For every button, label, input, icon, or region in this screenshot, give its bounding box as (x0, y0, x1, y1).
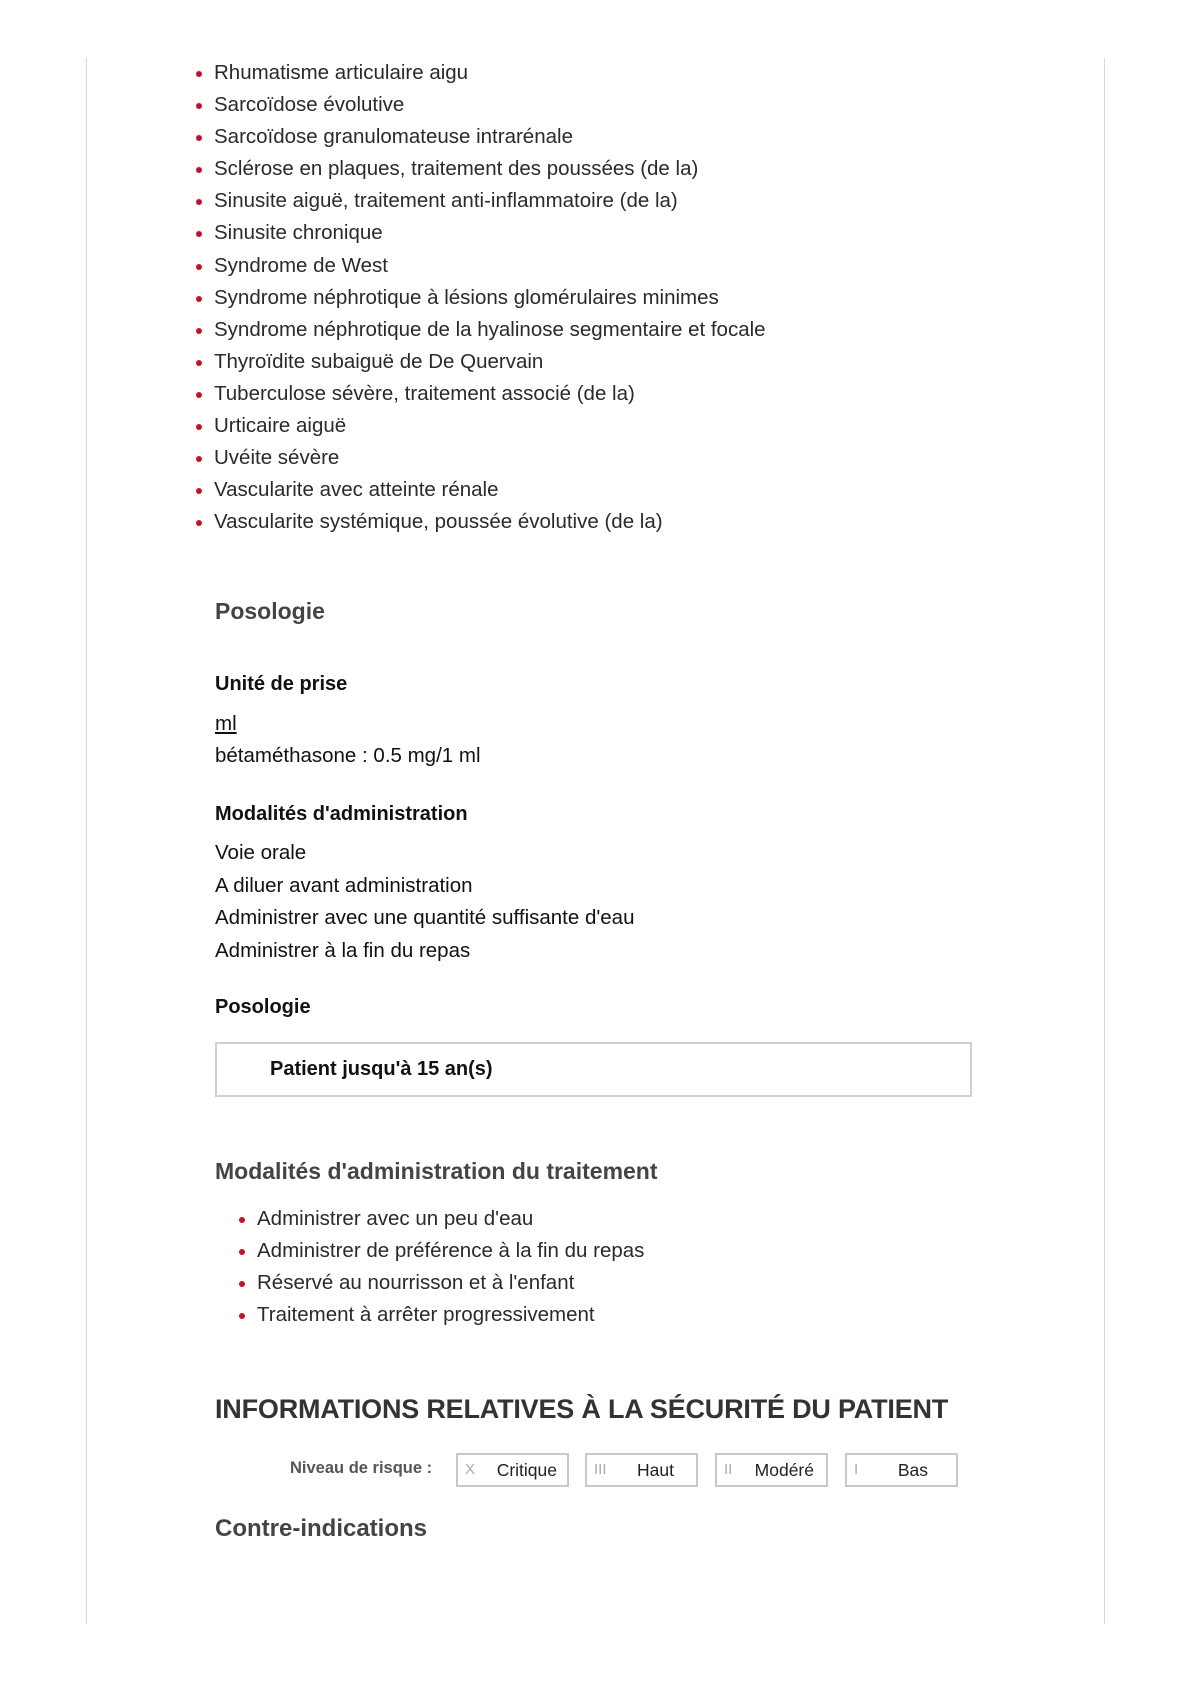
risk-label: Niveau de risque : (290, 1459, 433, 1477)
list-item: Réservé au nourrisson et à l'enfant (257, 1267, 644, 1299)
concentration: bétaméthasone : 0.5 mg/1 ml (215, 744, 481, 767)
risk-symbol: III (594, 1461, 607, 1478)
risk-symbol: X (465, 1461, 476, 1478)
modalites-list (215, 837, 635, 967)
risk-text: Modéré (754, 1460, 814, 1480)
list-item: Thyroïdite subaiguë de De Quervain (214, 346, 766, 378)
list-item: Syndrome néphrotique à lésions glomérulaires minimes (214, 282, 766, 314)
list-item: Sinusite aiguë, traitement anti-inflammatoire (de la) (214, 185, 766, 217)
list-item: Traitement à arrêter progressivement (257, 1299, 644, 1331)
list-item: Rhumatisme articulaire aigu (214, 57, 766, 89)
list-item: Urticaire aiguë (214, 410, 766, 442)
posologie-label: Posologie (215, 996, 311, 1018)
modalite: A diluer avant administration (215, 873, 473, 897)
traitement-list (257, 1203, 644, 1331)
right-border (1104, 58, 1105, 1624)
list-item: Syndrome de West (214, 250, 766, 282)
risk-modere[interactable] (715, 1453, 828, 1487)
unite-value-link[interactable]: ml (215, 712, 237, 735)
list-item: Syndrome néphrotique de la hyalinose segmentaire et focale (214, 314, 766, 346)
patient-box-label: Patient jusqu'à 15 an(s) (270, 1058, 493, 1080)
risk-bas[interactable] (845, 1453, 958, 1487)
contre-indications-heading: Contre-indications (215, 1515, 428, 1542)
list-item: Tuberculose sévère, traitement associé (de la) (214, 378, 766, 410)
risk-haut[interactable] (585, 1453, 698, 1487)
risk-text: Bas (897, 1460, 928, 1480)
risk-text: Critique (496, 1460, 557, 1480)
modalites-label: Modalités d'administration (215, 803, 468, 825)
patient-box[interactable] (215, 1042, 972, 1097)
securite-heading: INFORMATIONS RELATIVES À LA SÉCURITÉ DU PATIENT (215, 1394, 949, 1424)
unite-label: Unité de prise (215, 673, 348, 695)
traitement-heading: Modalités d'administration du traitement (215, 1158, 658, 1184)
modalite: Administrer avec une quantité suffisante d'eau (215, 906, 635, 929)
indications-list (214, 57, 766, 538)
risk-critique[interactable] (456, 1453, 569, 1487)
list-item: Uvéite sévère (214, 442, 766, 474)
list-item: Sarcoïdose évolutive (214, 89, 766, 121)
risk-symbol: I (854, 1461, 859, 1478)
posologie-heading: Posologie (215, 598, 325, 624)
list-item: Sinusite chronique (214, 217, 766, 249)
list-item: Vascularite avec atteinte rénale (214, 474, 766, 506)
modalite: Administrer à la fin du repas (215, 938, 471, 962)
list-item: Administrer avec un peu d'eau (257, 1203, 644, 1235)
risk-symbol: II (724, 1461, 733, 1478)
list-item: Vascularite systémique, poussée évolutive (de la) (214, 506, 766, 538)
risk-text: Haut (637, 1460, 674, 1480)
modalite: Voie orale (215, 841, 307, 864)
list-item: Sarcoïdose granulomateuse intrarénale (214, 121, 766, 153)
left-border (86, 58, 87, 1624)
list-item: Sclérose en plaques, traitement des poussées (de la) (214, 153, 766, 185)
list-item: Administrer de préférence à la fin du repas (257, 1235, 644, 1267)
